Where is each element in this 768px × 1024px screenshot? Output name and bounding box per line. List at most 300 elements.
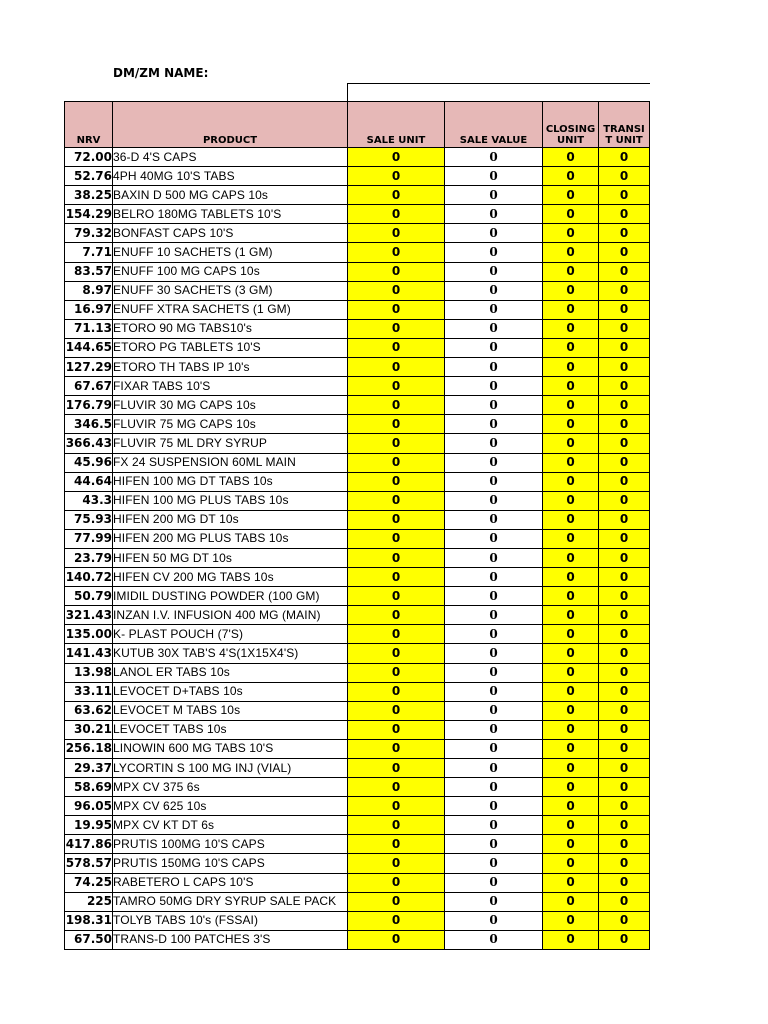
sale-unit-cell[interactable]: 0 bbox=[348, 663, 445, 682]
sale-unit-cell[interactable]: 0 bbox=[348, 472, 445, 491]
closing-unit-cell[interactable]: 0 bbox=[543, 663, 599, 682]
sale-unit-cell[interactable]: 0 bbox=[348, 892, 445, 911]
product-cell: HIFEN 100 MG DT TABS 10s bbox=[113, 472, 348, 491]
product-cell: TAMRO 50MG DRY SYRUP SALE PACK bbox=[113, 892, 348, 911]
table-row bbox=[65, 510, 650, 529]
closing-unit-cell[interactable]: 0 bbox=[543, 873, 599, 892]
column-header-product: PRODUCT bbox=[113, 102, 348, 148]
nrv-cell: 52.76 bbox=[65, 167, 113, 186]
sale-unit-cell[interactable]: 0 bbox=[348, 778, 445, 797]
nrv-cell: 67.50 bbox=[65, 930, 113, 949]
sale-unit-cell[interactable]: 0 bbox=[348, 205, 445, 224]
sale-value-cell: 0 bbox=[445, 854, 543, 873]
table-row bbox=[65, 338, 650, 357]
table-row bbox=[65, 701, 650, 720]
table-row bbox=[65, 873, 650, 892]
transit-unit-cell[interactable]: 0 bbox=[599, 720, 650, 739]
table-row bbox=[65, 720, 650, 739]
table-row bbox=[65, 434, 650, 453]
closing-unit-cell[interactable]: 0 bbox=[543, 625, 599, 644]
product-cell: 4PH 40MG 10'S TABS bbox=[113, 167, 348, 186]
table-row bbox=[65, 224, 650, 243]
sale-unit-cell[interactable]: 0 bbox=[348, 739, 445, 758]
sale-unit-cell[interactable]: 0 bbox=[348, 606, 445, 625]
sale-value-cell: 0 bbox=[445, 587, 543, 606]
sale-unit-cell[interactable]: 0 bbox=[348, 148, 445, 167]
sale-unit-cell[interactable]: 0 bbox=[348, 835, 445, 854]
sale-value-cell: 0 bbox=[445, 930, 543, 949]
sale-value-cell: 0 bbox=[445, 434, 543, 453]
product-cell: FIXAR TABS 10'S bbox=[113, 377, 348, 396]
table-row bbox=[65, 491, 650, 510]
sale-value-cell: 0 bbox=[445, 472, 543, 491]
closing-unit-cell[interactable]: 0 bbox=[543, 262, 599, 281]
nrv-cell: 154.29 bbox=[65, 205, 113, 224]
column-header-sale-unit: SALE UNIT bbox=[348, 102, 445, 148]
sale-value-cell: 0 bbox=[445, 606, 543, 625]
table-row bbox=[65, 319, 650, 338]
closing-unit-cell[interactable]: 0 bbox=[543, 224, 599, 243]
nrv-cell: 141.43 bbox=[65, 644, 113, 663]
product-cell: INZAN I.V. INFUSION 400 MG (MAIN) bbox=[113, 606, 348, 625]
nrv-cell: 63.62 bbox=[65, 701, 113, 720]
sale-unit-cell[interactable]: 0 bbox=[348, 930, 445, 949]
sale-value-cell: 0 bbox=[445, 167, 543, 186]
transit-unit-cell[interactable]: 0 bbox=[599, 358, 650, 377]
dm-zm-name-label: DM/ZM NAME: bbox=[113, 66, 209, 80]
product-cell: MPX CV 625 10s bbox=[113, 797, 348, 816]
product-cell: TRANS-D 100 PATCHES 3'S bbox=[113, 930, 348, 949]
transit-unit-cell[interactable]: 0 bbox=[599, 797, 650, 816]
sale-value-cell: 0 bbox=[445, 186, 543, 205]
transit-unit-cell[interactable]: 0 bbox=[599, 510, 650, 529]
table-row bbox=[65, 377, 650, 396]
table-row bbox=[65, 568, 650, 587]
product-cell: K- PLAST POUCH (7'S) bbox=[113, 625, 348, 644]
nrv-cell: 67.67 bbox=[65, 377, 113, 396]
transit-unit-cell[interactable]: 0 bbox=[599, 759, 650, 778]
sale-value-cell: 0 bbox=[445, 644, 543, 663]
table-row bbox=[65, 816, 650, 835]
closing-unit-cell[interactable]: 0 bbox=[543, 548, 599, 567]
table-row bbox=[65, 911, 650, 930]
table-row bbox=[65, 358, 650, 377]
product-cell: HIFEN 200 MG DT 10s bbox=[113, 510, 348, 529]
table-body bbox=[65, 148, 650, 950]
nrv-cell: 43.3 bbox=[65, 491, 113, 510]
sale-value-cell: 0 bbox=[445, 835, 543, 854]
sale-unit-cell[interactable]: 0 bbox=[348, 415, 445, 434]
nrv-cell: 135.00 bbox=[65, 625, 113, 644]
sale-value-cell: 0 bbox=[445, 759, 543, 778]
closing-unit-cell[interactable]: 0 bbox=[543, 606, 599, 625]
nrv-cell: 45.96 bbox=[65, 453, 113, 472]
sale-value-cell: 0 bbox=[445, 358, 543, 377]
product-cell: ENUFF 10 SACHETS (1 GM) bbox=[113, 243, 348, 262]
dm-zm-name-field[interactable] bbox=[347, 83, 650, 102]
closing-unit-cell[interactable]: 0 bbox=[543, 930, 599, 949]
closing-unit-cell[interactable]: 0 bbox=[543, 472, 599, 491]
sale-value-cell: 0 bbox=[445, 243, 543, 262]
table-row bbox=[65, 587, 650, 606]
transit-unit-cell[interactable]: 0 bbox=[599, 262, 650, 281]
sale-value-cell: 0 bbox=[445, 319, 543, 338]
sale-value-cell: 0 bbox=[445, 663, 543, 682]
transit-unit-cell[interactable]: 0 bbox=[599, 415, 650, 434]
sale-unit-cell[interactable]: 0 bbox=[348, 396, 445, 415]
transit-unit-cell[interactable]: 0 bbox=[599, 224, 650, 243]
nrv-cell: 38.25 bbox=[65, 186, 113, 205]
closing-unit-cell[interactable]: 0 bbox=[543, 243, 599, 262]
table-row bbox=[65, 854, 650, 873]
sale-unit-cell[interactable]: 0 bbox=[348, 510, 445, 529]
closing-unit-cell[interactable]: 0 bbox=[543, 434, 599, 453]
transit-unit-cell[interactable]: 0 bbox=[599, 167, 650, 186]
sale-unit-cell[interactable]: 0 bbox=[348, 262, 445, 281]
transit-unit-cell[interactable]: 0 bbox=[599, 186, 650, 205]
table-row bbox=[65, 625, 650, 644]
product-sales-table bbox=[64, 101, 650, 950]
column-header-sale-value: SALE VALUE bbox=[445, 102, 543, 148]
closing-unit-cell[interactable]: 0 bbox=[543, 759, 599, 778]
table-row bbox=[65, 739, 650, 758]
table-row bbox=[65, 529, 650, 548]
product-cell: IMIDIL DUSTING POWDER (100 GM) bbox=[113, 587, 348, 606]
product-cell: ENUFF XTRA SACHETS (1 GM) bbox=[113, 300, 348, 319]
sale-value-cell: 0 bbox=[445, 281, 543, 300]
product-cell: RABETERO L CAPS 10'S bbox=[113, 873, 348, 892]
product-cell: ETORO TH TABS IP 10's bbox=[113, 358, 348, 377]
transit-unit-cell[interactable]: 0 bbox=[599, 472, 650, 491]
transit-unit-cell[interactable]: 0 bbox=[599, 568, 650, 587]
sale-value-cell: 0 bbox=[445, 873, 543, 892]
transit-unit-cell[interactable]: 0 bbox=[599, 377, 650, 396]
column-header-nrv: NRV bbox=[65, 102, 113, 148]
closing-unit-cell[interactable]: 0 bbox=[543, 491, 599, 510]
table-row bbox=[65, 892, 650, 911]
nrv-cell: 96.05 bbox=[65, 797, 113, 816]
transit-unit-cell[interactable]: 0 bbox=[599, 529, 650, 548]
table-row bbox=[65, 281, 650, 300]
product-cell: LEVOCET M TABS 10s bbox=[113, 701, 348, 720]
sale-value-cell: 0 bbox=[445, 491, 543, 510]
transit-unit-cell[interactable]: 0 bbox=[599, 243, 650, 262]
sale-unit-cell[interactable]: 0 bbox=[348, 854, 445, 873]
transit-unit-cell[interactable]: 0 bbox=[599, 396, 650, 415]
closing-unit-cell[interactable]: 0 bbox=[543, 911, 599, 930]
product-cell: 36-D 4'S CAPS bbox=[113, 148, 348, 167]
transit-unit-cell[interactable]: 0 bbox=[599, 873, 650, 892]
transit-unit-cell[interactable]: 0 bbox=[599, 205, 650, 224]
product-cell: BAXIN D 500 MG CAPS 10s bbox=[113, 186, 348, 205]
transit-unit-cell[interactable]: 0 bbox=[599, 625, 650, 644]
closing-unit-cell[interactable]: 0 bbox=[543, 644, 599, 663]
sale-unit-cell[interactable]: 0 bbox=[348, 377, 445, 396]
transit-unit-cell[interactable]: 0 bbox=[599, 701, 650, 720]
product-cell: HIFEN 200 MG PLUS TABS 10s bbox=[113, 529, 348, 548]
table-row bbox=[65, 415, 650, 434]
closing-unit-cell[interactable]: 0 bbox=[543, 377, 599, 396]
nrv-cell: 578.57 bbox=[65, 854, 113, 873]
sale-unit-cell[interactable]: 0 bbox=[348, 873, 445, 892]
table-row bbox=[65, 472, 650, 491]
closing-unit-cell[interactable]: 0 bbox=[543, 568, 599, 587]
sale-value-cell: 0 bbox=[445, 262, 543, 281]
closing-unit-cell[interactable]: 0 bbox=[543, 148, 599, 167]
transit-unit-cell[interactable]: 0 bbox=[599, 778, 650, 797]
product-cell: FLUVIR 30 MG CAPS 10s bbox=[113, 396, 348, 415]
table-row bbox=[65, 930, 650, 949]
product-cell: FLUVIR 75 MG CAPS 10s bbox=[113, 415, 348, 434]
nrv-cell: 33.11 bbox=[65, 682, 113, 701]
sale-unit-cell[interactable]: 0 bbox=[348, 186, 445, 205]
nrv-cell: 7.71 bbox=[65, 243, 113, 262]
sale-value-cell: 0 bbox=[445, 224, 543, 243]
transit-unit-cell[interactable]: 0 bbox=[599, 930, 650, 949]
nrv-cell: 198.31 bbox=[65, 911, 113, 930]
table-row bbox=[65, 644, 650, 663]
closing-unit-cell[interactable]: 0 bbox=[543, 701, 599, 720]
product-cell: PRUTIS 150MG 10'S CAPS bbox=[113, 854, 348, 873]
closing-unit-cell[interactable]: 0 bbox=[543, 739, 599, 758]
nrv-cell: 79.32 bbox=[65, 224, 113, 243]
sale-unit-cell[interactable]: 0 bbox=[348, 491, 445, 510]
table-row bbox=[65, 778, 650, 797]
product-cell: ENUFF 100 MG CAPS 10s bbox=[113, 262, 348, 281]
sale-value-cell: 0 bbox=[445, 911, 543, 930]
product-cell: LYCORTIN S 100 MG INJ (VIAL) bbox=[113, 759, 348, 778]
column-header-transit-unit: TRANSI T UNIT bbox=[599, 102, 650, 148]
transit-unit-cell[interactable]: 0 bbox=[599, 606, 650, 625]
nrv-cell: 74.25 bbox=[65, 873, 113, 892]
product-cell: PRUTIS 100MG 10'S CAPS bbox=[113, 835, 348, 854]
nrv-cell: 44.64 bbox=[65, 472, 113, 491]
sale-value-cell: 0 bbox=[445, 548, 543, 567]
sale-unit-cell[interactable]: 0 bbox=[348, 358, 445, 377]
table-row bbox=[65, 797, 650, 816]
sale-unit-cell[interactable]: 0 bbox=[348, 224, 445, 243]
product-cell: BELRO 180MG TABLETS 10'S bbox=[113, 205, 348, 224]
nrv-cell: 19.95 bbox=[65, 816, 113, 835]
closing-unit-cell[interactable]: 0 bbox=[543, 587, 599, 606]
product-cell: LEVOCET TABS 10s bbox=[113, 720, 348, 739]
transit-unit-cell[interactable]: 0 bbox=[599, 739, 650, 758]
transit-unit-cell[interactable]: 0 bbox=[599, 835, 650, 854]
nrv-cell: 72.00 bbox=[65, 148, 113, 167]
nrv-cell: 225 bbox=[65, 892, 113, 911]
closing-unit-cell[interactable]: 0 bbox=[543, 415, 599, 434]
table-row bbox=[65, 663, 650, 682]
sale-value-cell: 0 bbox=[445, 396, 543, 415]
product-cell: ETORO 90 MG TABS10's bbox=[113, 319, 348, 338]
product-cell: HIFEN 50 MG DT 10s bbox=[113, 548, 348, 567]
product-cell: TOLYB TABS 10's (FSSAI) bbox=[113, 911, 348, 930]
nrv-cell: 30.21 bbox=[65, 720, 113, 739]
product-cell: KUTUB 30X TAB'S 4'S(1X15X4'S) bbox=[113, 644, 348, 663]
closing-unit-cell[interactable]: 0 bbox=[543, 778, 599, 797]
sale-value-cell: 0 bbox=[445, 816, 543, 835]
sale-value-cell: 0 bbox=[445, 377, 543, 396]
nrv-cell: 256.18 bbox=[65, 739, 113, 758]
sale-unit-cell[interactable]: 0 bbox=[348, 797, 445, 816]
sale-unit-cell[interactable]: 0 bbox=[348, 701, 445, 720]
transit-unit-cell[interactable]: 0 bbox=[599, 453, 650, 472]
sale-unit-cell[interactable]: 0 bbox=[348, 300, 445, 319]
closing-unit-cell[interactable]: 0 bbox=[543, 358, 599, 377]
sale-value-cell: 0 bbox=[445, 300, 543, 319]
table-row bbox=[65, 396, 650, 415]
transit-unit-cell[interactable]: 0 bbox=[599, 548, 650, 567]
transit-unit-cell[interactable]: 0 bbox=[599, 491, 650, 510]
sale-value-cell: 0 bbox=[445, 701, 543, 720]
product-cell: FLUVIR 75 ML DRY SYRUP bbox=[113, 434, 348, 453]
nrv-cell: 71.13 bbox=[65, 319, 113, 338]
transit-unit-cell[interactable]: 0 bbox=[599, 434, 650, 453]
sale-unit-cell[interactable]: 0 bbox=[348, 682, 445, 701]
sale-value-cell: 0 bbox=[445, 682, 543, 701]
closing-unit-cell[interactable]: 0 bbox=[543, 167, 599, 186]
closing-unit-cell[interactable]: 0 bbox=[543, 797, 599, 816]
table-header-row bbox=[65, 102, 650, 148]
nrv-cell: 176.79 bbox=[65, 396, 113, 415]
sale-value-cell: 0 bbox=[445, 720, 543, 739]
product-cell: FX 24 SUSPENSION 60ML MAIN bbox=[113, 453, 348, 472]
table-row bbox=[65, 243, 650, 262]
closing-unit-cell[interactable]: 0 bbox=[543, 186, 599, 205]
closing-unit-cell[interactable]: 0 bbox=[543, 300, 599, 319]
nrv-cell: 77.99 bbox=[65, 529, 113, 548]
product-cell: BONFAST CAPS 10'S bbox=[113, 224, 348, 243]
sale-unit-cell[interactable]: 0 bbox=[348, 243, 445, 262]
transit-unit-cell[interactable]: 0 bbox=[599, 300, 650, 319]
sale-unit-cell[interactable]: 0 bbox=[348, 625, 445, 644]
transit-unit-cell[interactable]: 0 bbox=[599, 319, 650, 338]
closing-unit-cell[interactable]: 0 bbox=[543, 205, 599, 224]
closing-unit-cell[interactable]: 0 bbox=[543, 892, 599, 911]
sale-value-cell: 0 bbox=[445, 338, 543, 357]
closing-unit-cell[interactable]: 0 bbox=[543, 720, 599, 739]
closing-unit-cell[interactable]: 0 bbox=[543, 510, 599, 529]
nrv-cell: 83.57 bbox=[65, 262, 113, 281]
table-row bbox=[65, 759, 650, 778]
closing-unit-cell[interactable]: 0 bbox=[543, 835, 599, 854]
closing-unit-cell[interactable]: 0 bbox=[543, 338, 599, 357]
table-row bbox=[65, 300, 650, 319]
sale-value-cell: 0 bbox=[445, 510, 543, 529]
closing-unit-cell[interactable]: 0 bbox=[543, 529, 599, 548]
product-cell: LEVOCET D+TABS 10s bbox=[113, 682, 348, 701]
transit-unit-cell[interactable]: 0 bbox=[599, 663, 650, 682]
sale-value-cell: 0 bbox=[445, 415, 543, 434]
nrv-cell: 346.5 bbox=[65, 415, 113, 434]
transit-unit-cell[interactable]: 0 bbox=[599, 148, 650, 167]
nrv-cell: 8.97 bbox=[65, 281, 113, 300]
sale-unit-cell[interactable]: 0 bbox=[348, 338, 445, 357]
nrv-cell: 29.37 bbox=[65, 759, 113, 778]
transit-unit-cell[interactable]: 0 bbox=[599, 281, 650, 300]
table-row bbox=[65, 682, 650, 701]
nrv-cell: 144.65 bbox=[65, 338, 113, 357]
closing-unit-cell[interactable]: 0 bbox=[543, 396, 599, 415]
nrv-cell: 127.29 bbox=[65, 358, 113, 377]
column-header-closing-unit: CLOSING UNIT bbox=[543, 102, 599, 148]
nrv-cell: 366.43 bbox=[65, 434, 113, 453]
table-row bbox=[65, 167, 650, 186]
transit-unit-cell[interactable]: 0 bbox=[599, 338, 650, 357]
nrv-cell: 321.43 bbox=[65, 606, 113, 625]
table-row bbox=[65, 262, 650, 281]
sale-value-cell: 0 bbox=[445, 625, 543, 644]
table-row bbox=[65, 205, 650, 224]
sale-value-cell: 0 bbox=[445, 778, 543, 797]
sale-unit-cell[interactable]: 0 bbox=[348, 911, 445, 930]
sale-value-cell: 0 bbox=[445, 148, 543, 167]
sale-value-cell: 0 bbox=[445, 205, 543, 224]
transit-unit-cell[interactable]: 0 bbox=[599, 682, 650, 701]
sale-value-cell: 0 bbox=[445, 739, 543, 758]
nrv-cell: 140.72 bbox=[65, 568, 113, 587]
nrv-cell: 58.69 bbox=[65, 778, 113, 797]
transit-unit-cell[interactable]: 0 bbox=[599, 587, 650, 606]
sale-unit-cell[interactable]: 0 bbox=[348, 453, 445, 472]
product-cell: MPX CV KT DT 6s bbox=[113, 816, 348, 835]
nrv-cell: 417.86 bbox=[65, 835, 113, 854]
product-cell: LANOL ER TABS 10s bbox=[113, 663, 348, 682]
closing-unit-cell[interactable]: 0 bbox=[543, 816, 599, 835]
sale-value-cell: 0 bbox=[445, 529, 543, 548]
closing-unit-cell[interactable]: 0 bbox=[543, 854, 599, 873]
transit-unit-cell[interactable]: 0 bbox=[599, 892, 650, 911]
sale-value-cell: 0 bbox=[445, 892, 543, 911]
sale-unit-cell[interactable]: 0 bbox=[348, 529, 445, 548]
sale-unit-cell[interactable]: 0 bbox=[348, 548, 445, 567]
product-cell: LINOWIN 600 MG TABS 10'S bbox=[113, 739, 348, 758]
nrv-cell: 16.97 bbox=[65, 300, 113, 319]
table-row bbox=[65, 548, 650, 567]
product-cell: ENUFF 30 SACHETS (3 GM) bbox=[113, 281, 348, 300]
transit-unit-cell[interactable]: 0 bbox=[599, 911, 650, 930]
sale-unit-cell[interactable]: 0 bbox=[348, 167, 445, 186]
sale-unit-cell[interactable]: 0 bbox=[348, 319, 445, 338]
sale-unit-cell[interactable]: 0 bbox=[348, 816, 445, 835]
transit-unit-cell[interactable]: 0 bbox=[599, 854, 650, 873]
closing-unit-cell[interactable]: 0 bbox=[543, 453, 599, 472]
nrv-cell: 50.79 bbox=[65, 587, 113, 606]
sale-unit-cell[interactable]: 0 bbox=[348, 759, 445, 778]
sale-unit-cell[interactable]: 0 bbox=[348, 644, 445, 663]
sale-unit-cell[interactable]: 0 bbox=[348, 281, 445, 300]
sale-unit-cell[interactable]: 0 bbox=[348, 434, 445, 453]
sale-value-cell: 0 bbox=[445, 453, 543, 472]
nrv-cell: 75.93 bbox=[65, 510, 113, 529]
closing-unit-cell[interactable]: 0 bbox=[543, 682, 599, 701]
sale-unit-cell[interactable]: 0 bbox=[348, 568, 445, 587]
transit-unit-cell[interactable]: 0 bbox=[599, 816, 650, 835]
product-cell: MPX CV 375 6s bbox=[113, 778, 348, 797]
sale-unit-cell[interactable]: 0 bbox=[348, 587, 445, 606]
closing-unit-cell[interactable]: 0 bbox=[543, 319, 599, 338]
table-row bbox=[65, 835, 650, 854]
nrv-cell: 23.79 bbox=[65, 548, 113, 567]
sale-unit-cell[interactable]: 0 bbox=[348, 720, 445, 739]
transit-unit-cell[interactable]: 0 bbox=[599, 644, 650, 663]
nrv-cell: 13.98 bbox=[65, 663, 113, 682]
product-cell: HIFEN 100 MG PLUS TABS 10s bbox=[113, 491, 348, 510]
closing-unit-cell[interactable]: 0 bbox=[543, 281, 599, 300]
product-cell: ETORO PG TABLETS 10'S bbox=[113, 338, 348, 357]
sale-value-cell: 0 bbox=[445, 797, 543, 816]
table-row bbox=[65, 186, 650, 205]
